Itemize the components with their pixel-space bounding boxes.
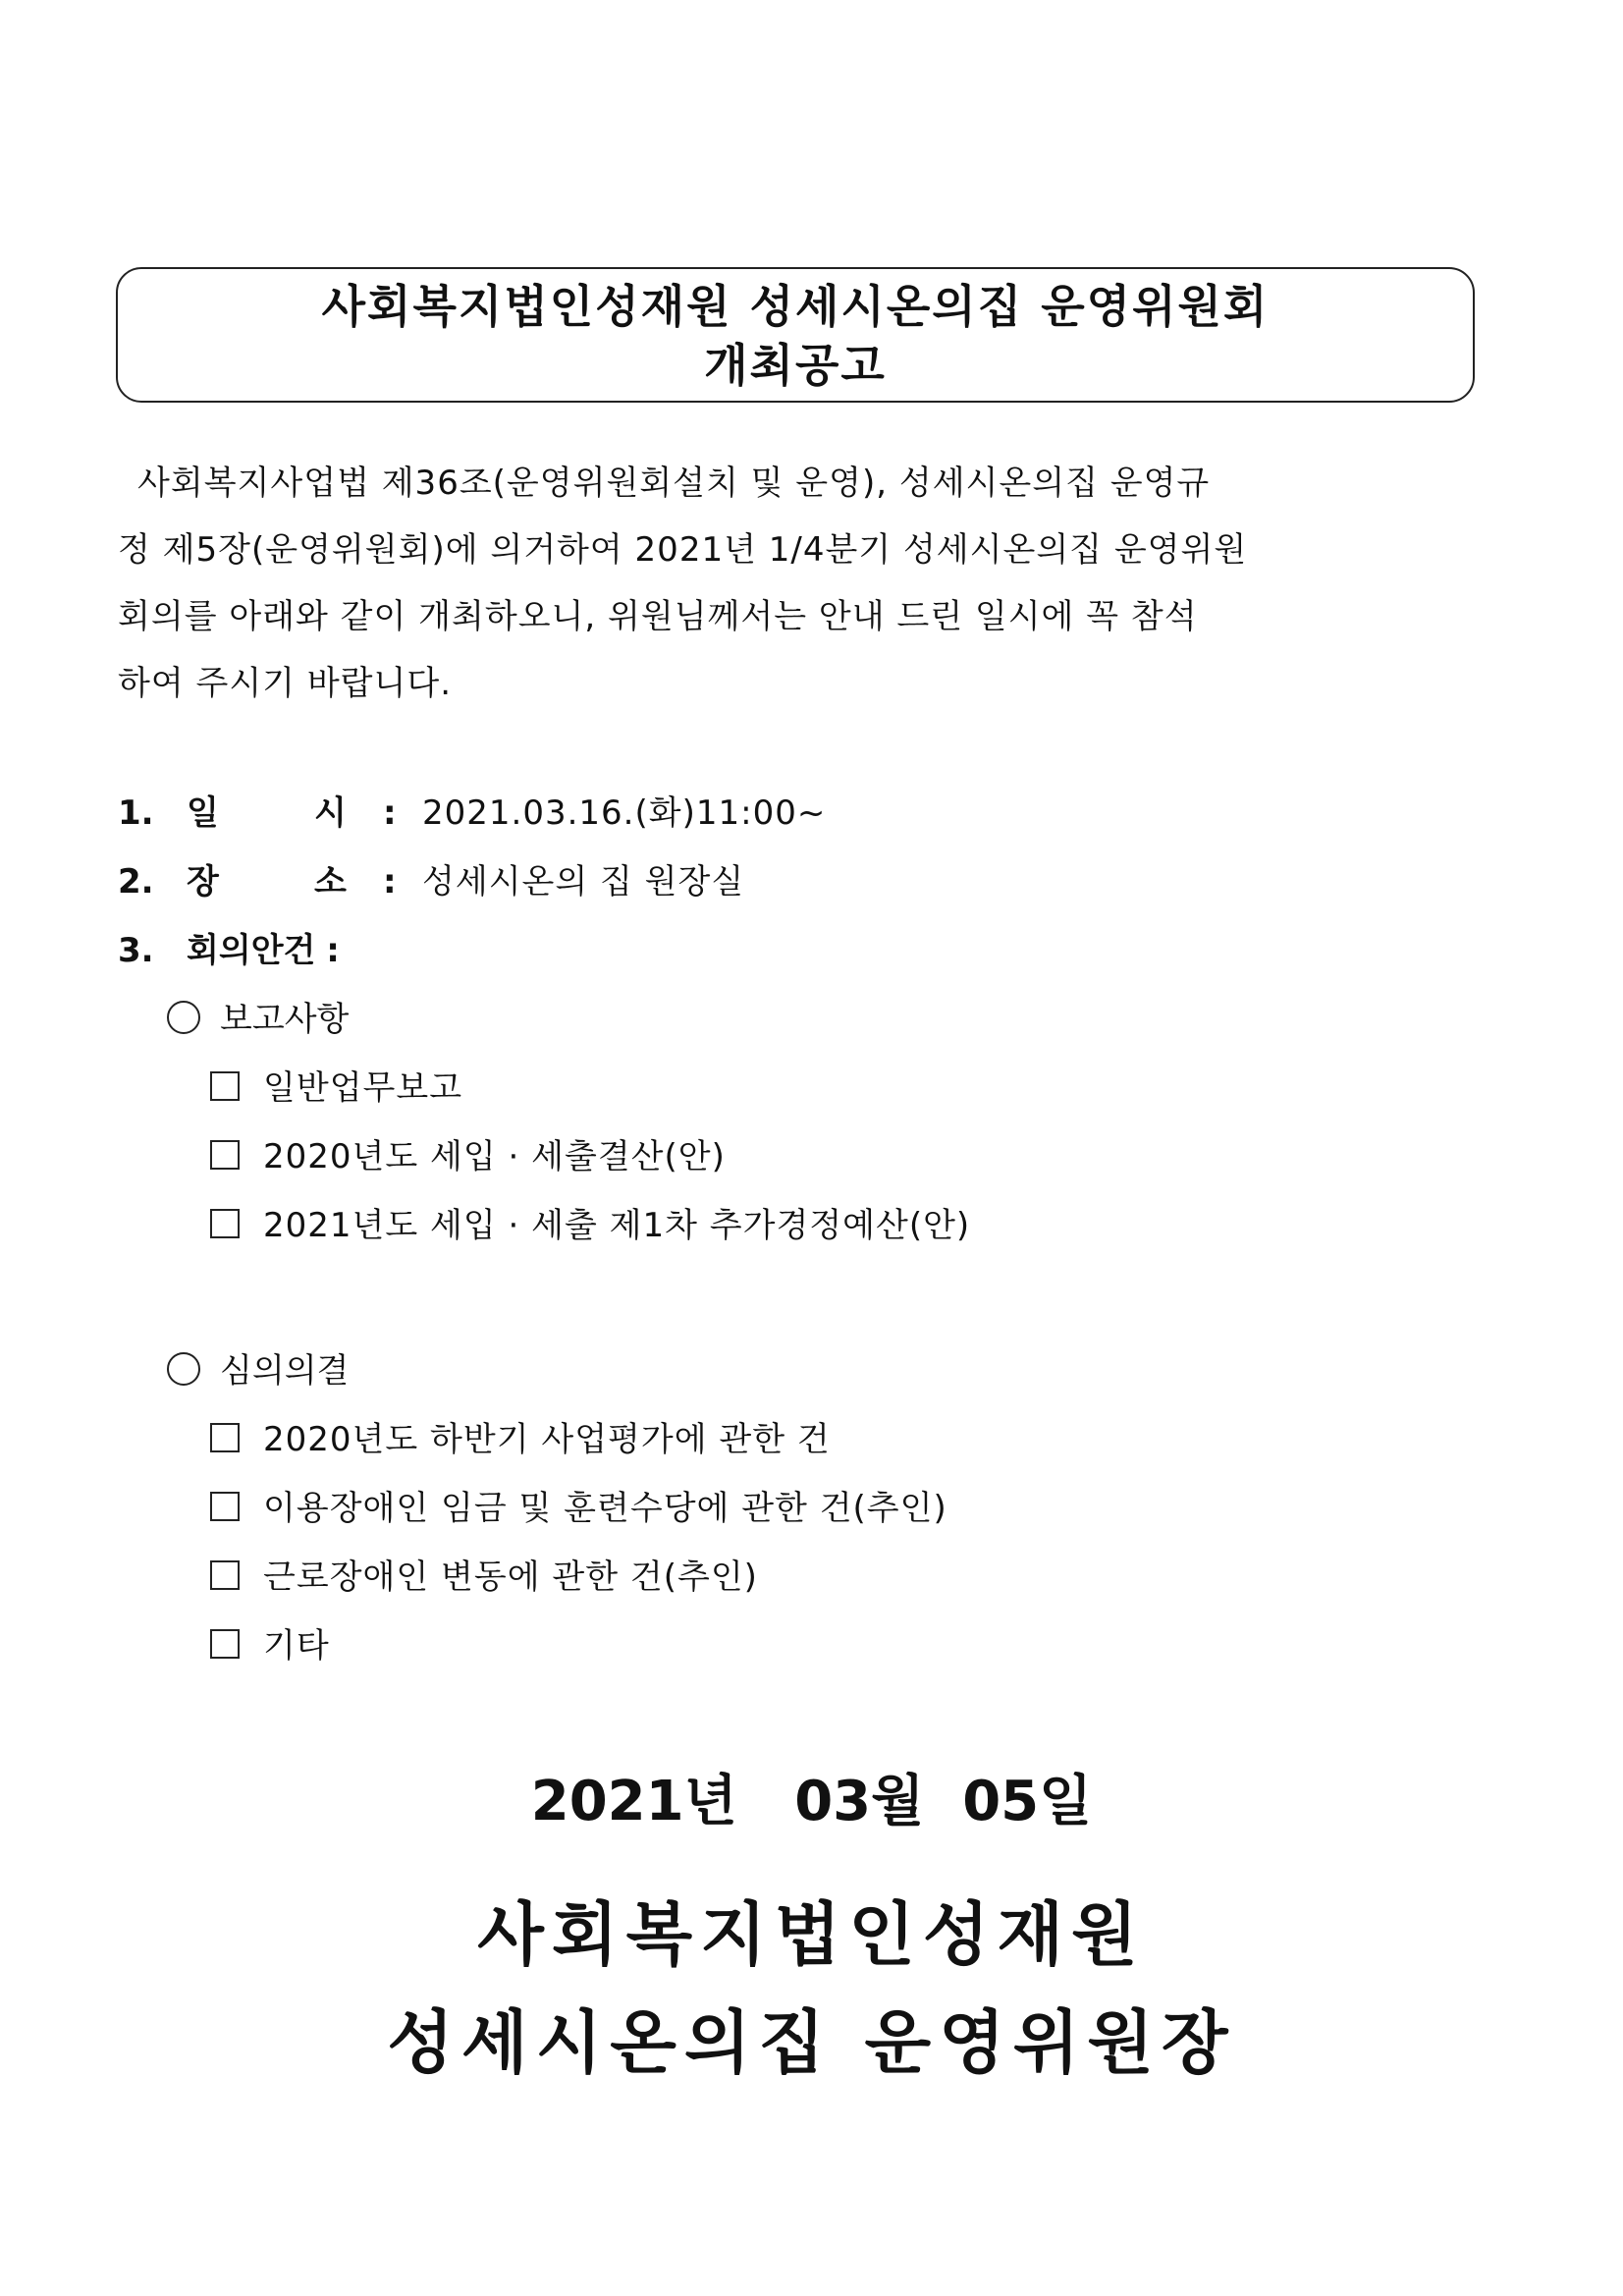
- datetime-value: 2021.03.16.(화)11:00~: [422, 793, 827, 833]
- checkbox-icon: [210, 1629, 240, 1659]
- item-colon: :: [383, 862, 397, 902]
- circle-icon: [167, 1001, 200, 1034]
- item-label: 회의안건: [187, 931, 316, 970]
- circle-icon: [167, 1352, 200, 1386]
- checkbox-icon: [210, 1423, 240, 1452]
- report-item-2: 2020년도 세입 · 세출결산(안): [210, 1132, 726, 1181]
- item-colon: :: [326, 931, 340, 970]
- intro-line-2: 정 제5장(운영위원회)에 의거하여 2021년 1/4분기 성세시온의집 운영위원: [118, 530, 1248, 570]
- signature-org: 사회복지법인성재원: [477, 1894, 1146, 1975]
- report-item-3: 2021년도 세입 · 세출 제1차 추가경정예산(안): [210, 1201, 970, 1250]
- deliberation-item-4: 기타: [210, 1621, 330, 1670]
- intro-line-1: 사회복지사업법 제36조(운영위원회설치 및 운영), 성세시온의집 운영규: [137, 464, 1211, 503]
- item-datetime: [118, 789, 826, 838]
- reports-heading: 보고사항: [167, 995, 349, 1044]
- signature-title: 성세시온의집 운영위원장: [387, 2002, 1236, 2083]
- intro-line-3: 회의를 아래와 같이 개최하오니, 위원님께서는 안내 드린 일시에 꼭 참석: [118, 597, 1198, 636]
- item-label: 일 시: [187, 793, 347, 833]
- item-label: 장 소: [187, 862, 347, 902]
- title-line-2: 개최공고: [704, 339, 887, 392]
- checkbox-icon: [210, 1560, 240, 1590]
- title-line-1: 사회복지법인성재원 성세시온의집 운영위원회: [321, 280, 1270, 333]
- checkbox-icon: [210, 1071, 240, 1101]
- deliberations-heading: 심의의결: [167, 1346, 349, 1395]
- checkbox-icon: [210, 1140, 240, 1170]
- deliberation-item-2: 이용장애인 임금 및 훈련수당에 관한 건(추인): [210, 1484, 947, 1533]
- deliberation-item-3: 근로장애인 변동에 관한 건(추인): [210, 1553, 758, 1602]
- notice-date: 2021년 03월 05일: [530, 1770, 1093, 1833]
- item-number: 3.: [118, 931, 154, 970]
- item-agenda: [118, 926, 340, 975]
- item-number: 1.: [118, 793, 154, 833]
- intro-paragraph: [118, 450, 1522, 717]
- intro-line-4: 하여 주시기 바랍니다.: [118, 664, 453, 703]
- item-colon: :: [383, 793, 397, 833]
- checkbox-icon: [210, 1492, 240, 1521]
- checkbox-icon: [210, 1209, 240, 1238]
- report-item-1: 일반업무보고: [210, 1064, 462, 1113]
- deliberation-item-1: 2020년도 하반기 사업평가에 관한 건: [210, 1415, 831, 1464]
- title-box: [116, 267, 1475, 403]
- place-value: 성세시온의 집 원장실: [422, 862, 745, 902]
- item-number: 2.: [118, 862, 154, 902]
- item-place: [118, 857, 744, 906]
